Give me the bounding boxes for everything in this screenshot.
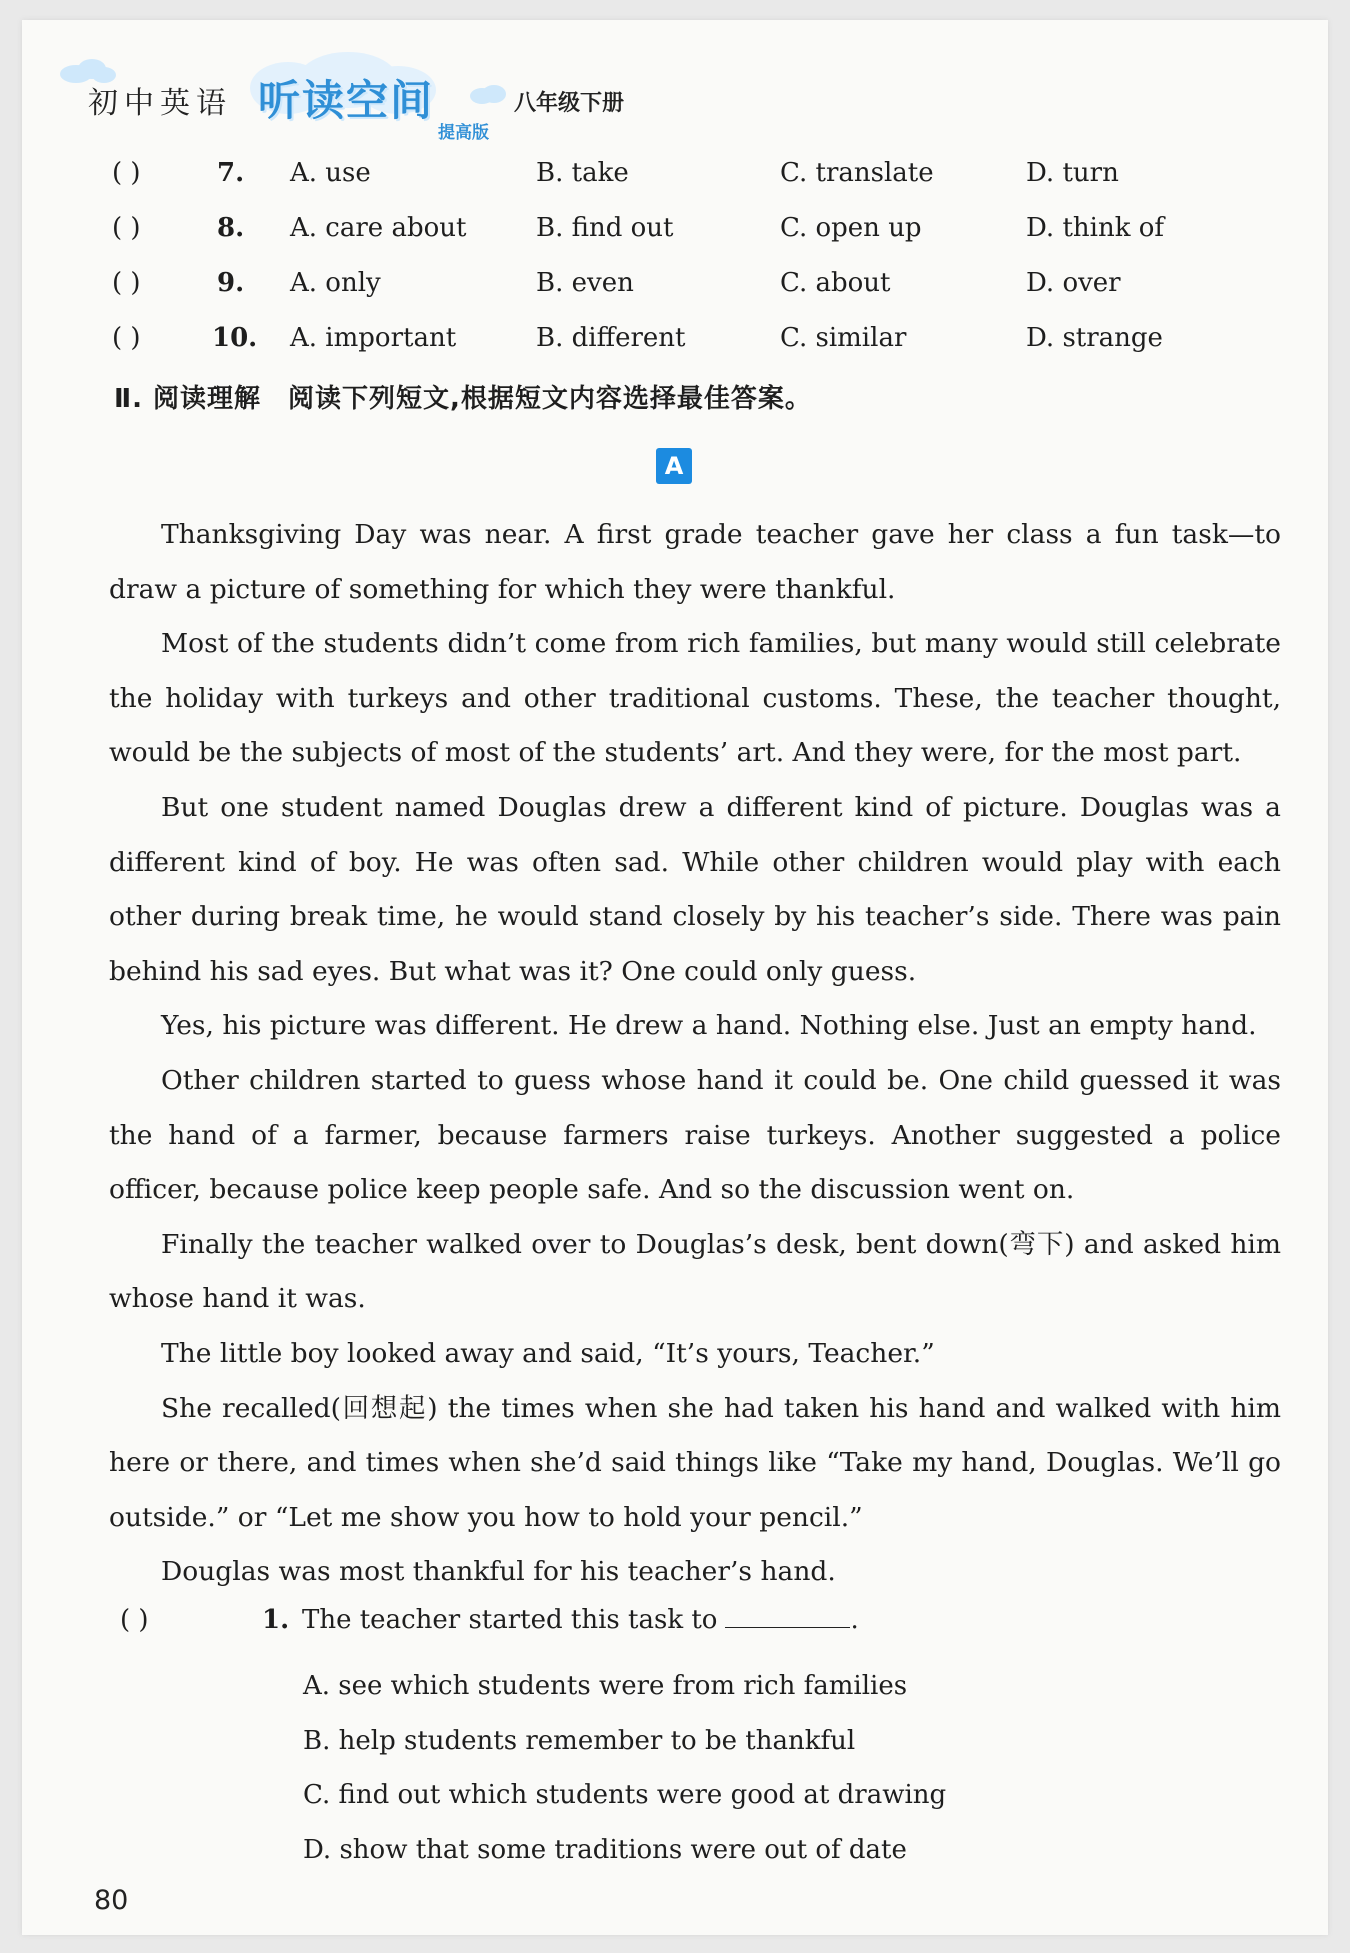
passage-label-badge: A — [656, 448, 692, 484]
subject-title: 初中英语 — [88, 86, 232, 121]
edition-label: 提高版 — [438, 123, 489, 143]
option-b: B. find out — [536, 213, 674, 243]
passage-paragraph: But one student named Douglas drew a different kind of picture. Douglas was a different kind of boy. He was often sad. While other children would play with each other during break time, he would stand closely by his teacher’s side. There was pain behind his sad eyes. But what was it? One could only guess. — [109, 791, 1281, 987]
option-a: A. only — [290, 268, 381, 298]
option-c: C. translate — [780, 158, 934, 188]
page-header — [68, 50, 708, 143]
question-number: 1. — [262, 1605, 290, 1635]
answer-choice-c: C. find out which students were good at drawing — [303, 1780, 947, 1810]
option-c: C. about — [780, 268, 891, 298]
option-row — [112, 213, 1262, 268]
option-row — [112, 323, 1262, 378]
option-a: A. important — [290, 323, 457, 353]
option-c: C. similar — [780, 323, 907, 353]
answer-blank: ( ) — [112, 158, 141, 188]
option-c: C. open up — [780, 213, 922, 243]
answer-choice-a: A. see which students were from rich families — [303, 1671, 908, 1701]
answer-choice-b: B. help students remember to be thankful — [303, 1725, 856, 1756]
question-stem — [120, 1605, 1270, 1659]
question-number: 8. — [217, 213, 245, 243]
passage-paragraph: Thanksgiving Day was near. A first grade teacher gave her class a fun task—to draw a picture of something for which they were thankful. — [109, 519, 1281, 605]
option-d: D. think of — [1026, 213, 1164, 243]
answer-choice-d: D. show that some traditions were out of date — [303, 1834, 907, 1865]
passage-paragraph: Douglas was most thankful for his teacher’s hand. — [161, 1556, 836, 1588]
comprehension-question — [120, 1605, 1270, 1877]
answer-blank: ( ) — [112, 323, 141, 353]
section-heading: Ⅱ. 阅读理解 阅读下列短文,根据短文内容选择最佳答案。 — [114, 384, 812, 414]
reading-passage — [109, 508, 1281, 1600]
question-number: 7. — [217, 158, 245, 188]
question-number: 10. — [212, 323, 258, 353]
passage-paragraph: She recalled(回想起) the times when she had taken his hand and walked with him here or there, and times when she’d said things like “Take my hand, Douglas. We’ll go outside.” or “Let me show you how to hold your pencil.” — [109, 1392, 1281, 1533]
question-text — [302, 1605, 859, 1635]
vocab-options-list — [112, 158, 1262, 378]
option-b: B. take — [536, 158, 629, 188]
option-d: D. strange — [1026, 323, 1163, 353]
option-row — [112, 268, 1262, 323]
question-number: 9. — [217, 268, 245, 298]
option-row — [112, 158, 1262, 213]
brand-logo-text: 听读空间 — [258, 76, 435, 125]
answer-blank: ( ) — [120, 1605, 149, 1635]
cloud-icon — [468, 82, 508, 106]
option-b: B. even — [536, 268, 634, 298]
question-stem-text: The teacher started this task to — [302, 1605, 718, 1635]
option-b: B. different — [536, 323, 686, 353]
passage-paragraph: Yes, his picture was different. He drew a hand. Nothing else. Just an empty hand. — [161, 1010, 1257, 1042]
passage-paragraph: Other children started to guess whose hand it could be. One child guessed it was the hand of a farmer, because farmers raise turkeys. Another suggested a police officer, because police keep people safe. And so the discussion went on. — [109, 1064, 1281, 1206]
passage-paragraph: The little boy looked away and said, “It’s yours, Teacher.” — [161, 1337, 935, 1369]
option-d: D. turn — [1026, 158, 1119, 188]
grade-label: 八年级下册 — [514, 91, 625, 116]
textbook-page — [22, 20, 1328, 1935]
answer-blank: ( ) — [112, 213, 141, 243]
question-stem-end: . — [850, 1605, 859, 1635]
option-a: A. use — [290, 158, 371, 188]
page-number: 80 — [94, 1885, 129, 1916]
option-a: A. care about — [290, 213, 467, 243]
fill-blank-line — [725, 1605, 850, 1628]
answer-blank: ( ) — [112, 268, 141, 298]
option-d: D. over — [1026, 268, 1121, 298]
passage-paragraph: Finally the teacher walked over to Douglas’s desk, bent down(弯下) and asked him whose hand it was. — [109, 1228, 1281, 1315]
passage-paragraph: Most of the students didn’t come from rich families, but many would still celebrate the holiday with turkeys and other traditional customs. These, the teacher thought, would be the subjects of most of the students’ art. And they were, for the most part. — [109, 628, 1281, 769]
